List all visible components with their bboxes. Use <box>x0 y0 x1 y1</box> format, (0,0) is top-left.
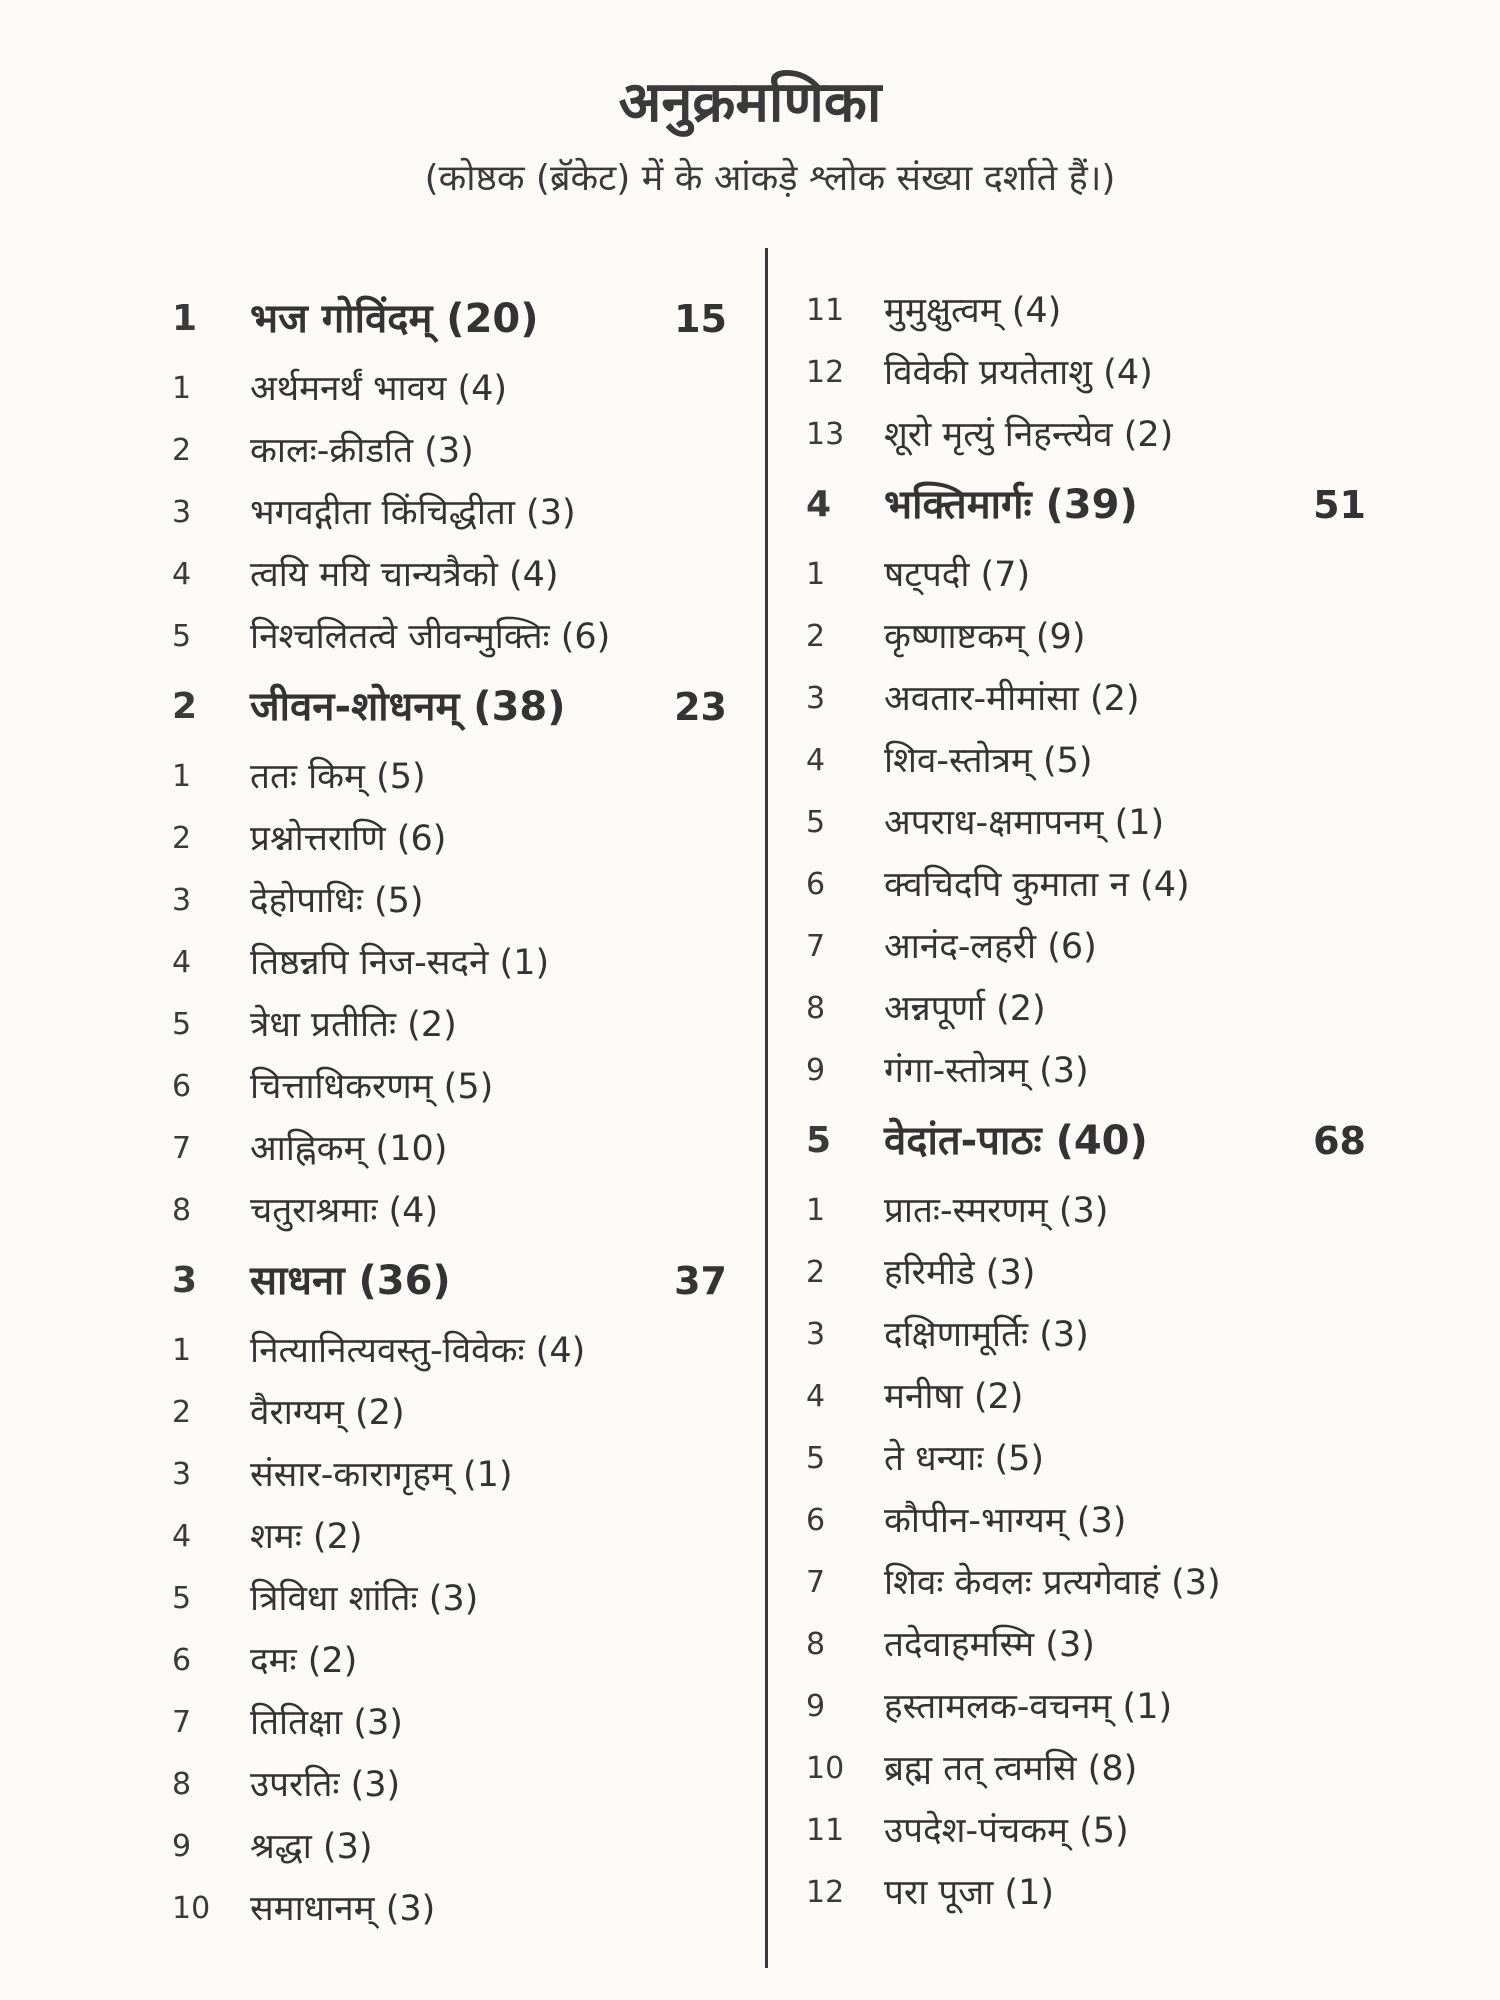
toc-entry <box>806 1428 1366 1490</box>
entry-number: 6 <box>172 1069 192 1104</box>
entry-title: भज गोविंदम् (20) <box>250 296 539 342</box>
toc-entry <box>806 978 1366 1040</box>
entry-title: निश्चलितत्वे जीवन्मुक्तिः (6) <box>250 617 611 657</box>
page-subtitle: (कोष्ठक (ब्रॅकेट) में के आंकड़े श्लोक संख्या दर्शाते हैं।) <box>424 158 1116 199</box>
entry-number: 3 <box>172 1457 192 1492</box>
entry-number: 4 <box>806 743 826 778</box>
right-column <box>806 280 1366 1924</box>
entry-title: आनंद-लहरी (6) <box>884 927 1097 967</box>
entry-title: शिवः केवलः प्रत्यगेवाहं (3) <box>884 1563 1221 1603</box>
entry-number: 2 <box>172 1395 192 1430</box>
entry-title: श्रद्धा (3) <box>250 1827 373 1867</box>
entry-number: 9 <box>806 1689 826 1724</box>
toc-entry <box>806 1180 1366 1242</box>
entry-title: कालः-क्रीडति (3) <box>250 431 474 471</box>
toc-entry <box>172 1444 727 1506</box>
entry-title: भगवद्गीता किंचिद्धीता (3) <box>250 493 576 533</box>
entry-number: 13 <box>806 417 845 452</box>
toc-entry <box>172 1506 727 1568</box>
toc-entry <box>172 932 727 994</box>
page-number: 15 <box>674 297 727 341</box>
toc-entry <box>806 916 1366 978</box>
entry-title: चित्ताधिकरणम् (5) <box>250 1067 494 1107</box>
entry-number: 11 <box>806 293 845 328</box>
toc-entry <box>806 1304 1366 1366</box>
entry-number: 1 <box>172 1333 192 1368</box>
entry-title: क्वचिदपि कुमाता न (4) <box>884 865 1190 905</box>
entry-number: 2 <box>172 821 192 856</box>
column-divider <box>765 248 768 1968</box>
entry-title: तिष्ठन्नपि निज-सदने (1) <box>250 943 550 983</box>
toc-entry <box>172 1382 727 1444</box>
entry-title: परा पूजा (1) <box>884 1873 1055 1913</box>
entry-title: संसार-कारागृहम् (1) <box>250 1455 513 1495</box>
toc-entry <box>806 1676 1366 1738</box>
entry-number: 5 <box>172 1007 192 1042</box>
toc-entry <box>806 1738 1366 1800</box>
entry-number: 1 <box>806 557 826 592</box>
entry-number: 10 <box>172 1891 211 1926</box>
entry-number: 9 <box>172 1829 192 1864</box>
entry-number: 5 <box>806 1441 826 1476</box>
entry-number: 5 <box>172 1581 192 1616</box>
entry-title: अपराध-क्षमापनम् (1) <box>884 803 1165 843</box>
section-heading <box>172 668 727 746</box>
entry-number: 7 <box>806 929 826 964</box>
entry-number: 1 <box>172 759 192 794</box>
entry-title: गंगा-स्तोत्रम् (3) <box>884 1051 1089 1091</box>
page-title: अनुक्रमणिका <box>618 70 882 135</box>
entry-number: 5 <box>806 805 826 840</box>
entry-title: वेदांत-पाठः (40) <box>884 1118 1148 1164</box>
entry-number: 6 <box>806 1503 826 1538</box>
toc-entry <box>806 342 1366 404</box>
entry-number: 11 <box>806 1813 845 1848</box>
entry-title: शमः (2) <box>250 1517 363 1557</box>
toc-entry <box>806 544 1366 606</box>
toc-entry <box>172 1056 727 1118</box>
entry-number: 3 <box>172 1260 198 1301</box>
entry-number: 2 <box>172 686 198 727</box>
toc-entry <box>806 792 1366 854</box>
toc-entry <box>172 870 727 932</box>
entry-number: 4 <box>172 1519 192 1554</box>
section-heading <box>806 466 1366 544</box>
page-number: 51 <box>1313 483 1366 527</box>
entry-title: उपरतिः (3) <box>250 1765 401 1805</box>
toc-entry <box>172 1692 727 1754</box>
section-heading <box>172 1242 727 1320</box>
toc-entry <box>806 730 1366 792</box>
toc-entry <box>172 1878 727 1940</box>
toc-entry <box>806 606 1366 668</box>
entry-title: अवतार-मीमांसा (2) <box>884 679 1140 719</box>
entry-number: 12 <box>806 355 845 390</box>
entry-title: विवेकी प्रयतेताशु (4) <box>884 353 1153 393</box>
entry-number: 3 <box>172 883 192 918</box>
entry-title: षट्पदी (7) <box>884 555 1031 595</box>
entry-number: 1 <box>806 1193 826 1228</box>
toc-entry <box>172 1320 727 1382</box>
entry-number: 7 <box>172 1131 192 1166</box>
entry-title: तदेवाहमस्मि (3) <box>884 1625 1095 1665</box>
entry-title: हस्तामलक-वचनम् (1) <box>884 1687 1173 1727</box>
toc-entry <box>806 1552 1366 1614</box>
toc-entry <box>172 1630 727 1692</box>
entry-title: दमः (2) <box>250 1641 358 1681</box>
toc-entry <box>172 1180 727 1242</box>
entry-title: तितिक्षा (3) <box>250 1703 403 1743</box>
toc-entry <box>172 1816 727 1878</box>
entry-number: 3 <box>806 1317 826 1352</box>
entry-number: 8 <box>172 1193 192 1228</box>
toc-entry <box>806 1366 1366 1428</box>
toc-entry <box>806 854 1366 916</box>
entry-title: अन्नपूर्णा (2) <box>884 989 1046 1029</box>
toc-entry <box>172 808 727 870</box>
entry-title: साधना (36) <box>250 1258 451 1304</box>
toc-entry <box>172 544 727 606</box>
entry-title: त्वयि मयि चान्यत्रैको (4) <box>250 555 559 595</box>
entry-title: जीवन-शोधनम् (38) <box>250 684 566 730</box>
toc-entry <box>172 482 727 544</box>
page-number: 37 <box>674 1259 727 1303</box>
toc-entry <box>806 1040 1366 1102</box>
page-number: 68 <box>1313 1119 1366 1163</box>
entry-title: अर्थमनर्थं भावय (4) <box>250 369 508 409</box>
entry-title: भक्तिमार्गः (39) <box>884 482 1138 528</box>
entry-title: प्रश्नोत्तराणि (6) <box>250 819 447 859</box>
toc-entry <box>806 1800 1366 1862</box>
entry-number: 8 <box>806 991 826 1026</box>
entry-title: ततः किम् (5) <box>250 757 426 797</box>
toc-entry <box>806 404 1366 466</box>
entry-number: 4 <box>172 557 192 592</box>
toc-entry <box>806 1862 1366 1924</box>
entry-title: चतुराश्रमाः (4) <box>250 1191 439 1231</box>
entry-title: हरिमीडे (3) <box>884 1253 1036 1293</box>
entry-title: आह्निकम् (10) <box>250 1129 448 1169</box>
entry-title: ब्रह्म तत् त्वमसि (8) <box>884 1749 1138 1789</box>
entry-number: 12 <box>806 1875 845 1910</box>
entry-number: 7 <box>806 1565 826 1600</box>
toc-entry <box>172 1754 727 1816</box>
toc-entry <box>806 1490 1366 1552</box>
toc-entry <box>172 606 727 668</box>
toc-entry <box>806 1614 1366 1676</box>
entry-number: 8 <box>172 1767 192 1802</box>
entry-title: मनीषा (2) <box>884 1377 1024 1417</box>
entry-number: 3 <box>806 681 826 716</box>
entry-number: 4 <box>172 945 192 980</box>
entry-title: दक्षिणामूर्तिः (3) <box>884 1315 1089 1355</box>
entry-title: उपदेश-पंचकम् (5) <box>884 1811 1129 1851</box>
entry-title: वैराग्यम् (2) <box>250 1393 405 1433</box>
entry-number: 5 <box>172 619 192 654</box>
toc-entry <box>172 1118 727 1180</box>
toc-entry <box>172 994 727 1056</box>
entry-number: 2 <box>806 619 826 654</box>
entry-number: 4 <box>806 1379 826 1414</box>
entry-number: 2 <box>806 1255 826 1290</box>
entry-title: प्रातः-स्मरणम् (3) <box>884 1191 1109 1231</box>
entry-title: नित्यानित्यवस्तु-विवेकः (4) <box>250 1331 586 1371</box>
toc-entry <box>172 358 727 420</box>
entry-title: कौपीन-भाग्यम् (3) <box>884 1501 1127 1541</box>
entry-number: 1 <box>172 298 198 339</box>
entry-number: 7 <box>172 1705 192 1740</box>
entry-number: 2 <box>172 433 192 468</box>
entry-title: ते धन्याः (5) <box>884 1439 1045 1479</box>
left-column <box>172 280 727 1940</box>
toc-entry <box>172 1568 727 1630</box>
section-heading <box>172 280 727 358</box>
entry-title: कृष्णाष्टकम् (9) <box>884 617 1086 657</box>
toc-entry <box>172 420 727 482</box>
entry-title: देहोपाधिः (5) <box>250 881 424 921</box>
entry-number: 8 <box>806 1627 826 1662</box>
entry-title: शूरो मृत्युं निहन्त्येव (2) <box>884 415 1174 455</box>
toc-entry <box>806 1242 1366 1304</box>
entry-number: 1 <box>172 371 192 406</box>
entry-number: 5 <box>806 1120 832 1161</box>
page-number: 23 <box>674 685 727 729</box>
entry-title: शिव-स्तोत्रम् (5) <box>884 741 1093 781</box>
entry-title: मुमुक्षुत्वम् (4) <box>884 291 1062 331</box>
toc-entry <box>806 280 1366 342</box>
entry-number: 6 <box>806 867 826 902</box>
entry-number: 6 <box>172 1643 192 1678</box>
entry-title: त्रेधा प्रतीतिः (2) <box>250 1005 457 1045</box>
entry-title: त्रिविधा शांतिः (3) <box>250 1579 479 1619</box>
entry-number: 9 <box>806 1053 826 1088</box>
section-heading <box>806 1102 1366 1180</box>
entry-number: 3 <box>172 495 192 530</box>
entry-title: समाधानम् (3) <box>250 1889 436 1929</box>
toc-entry <box>172 746 727 808</box>
entry-number: 4 <box>806 484 832 525</box>
entry-number: 10 <box>806 1751 845 1786</box>
toc-entry <box>806 668 1366 730</box>
